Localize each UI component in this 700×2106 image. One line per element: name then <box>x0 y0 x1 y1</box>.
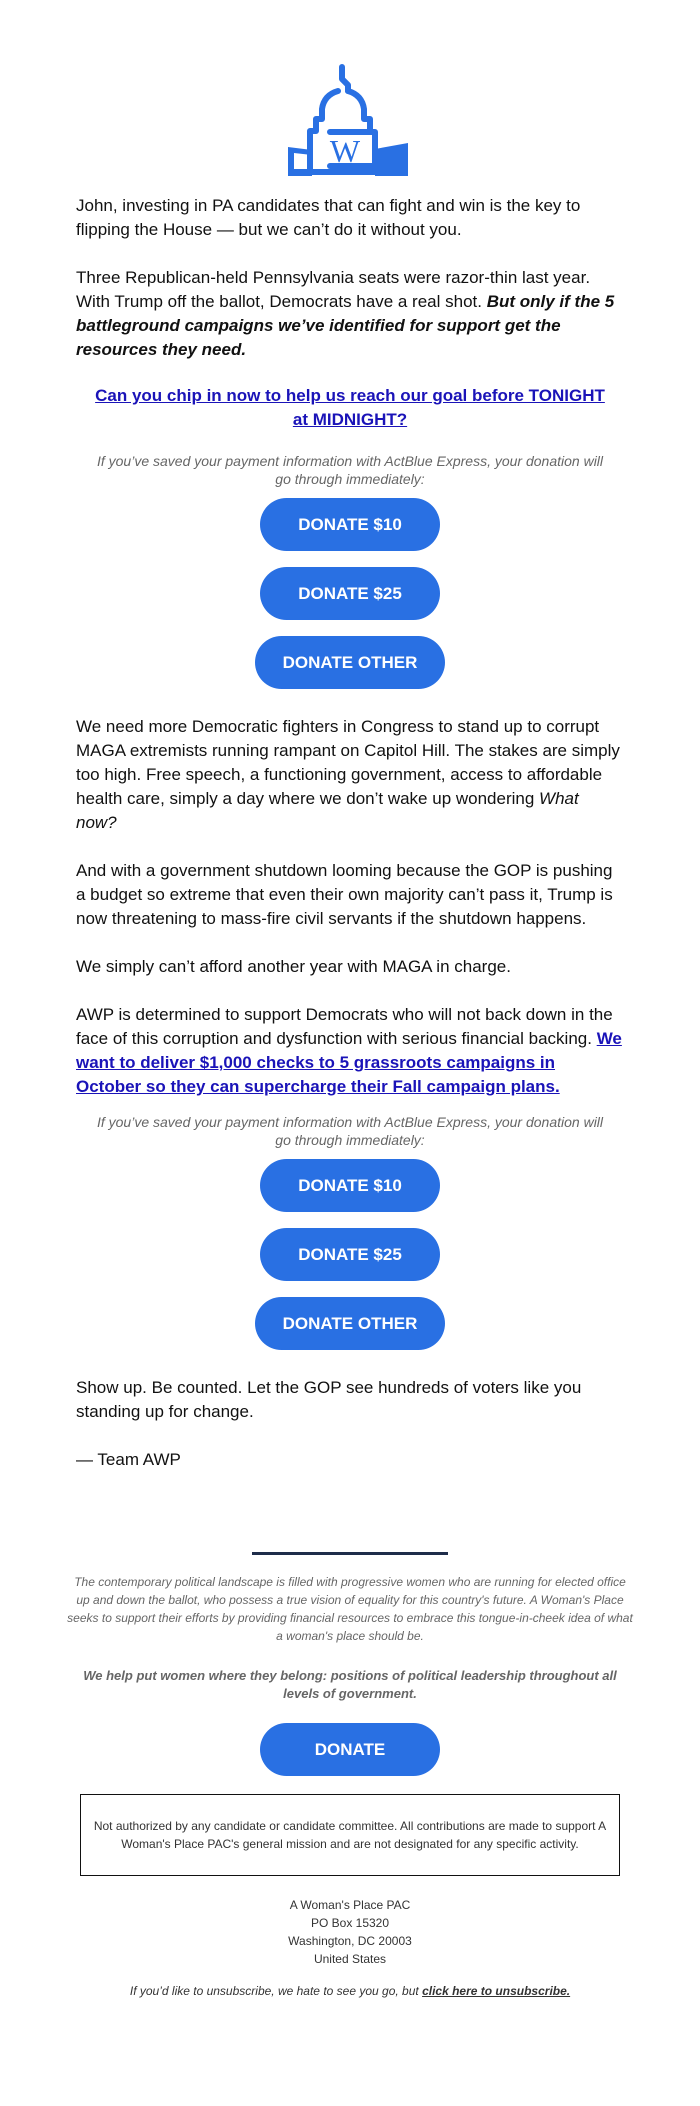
intro-paragraph: John, investing in PA candidates that can fight and win is the key to flipping the House — but we can’t do it without you. <box>76 196 581 239</box>
address-line: PO Box 15320 <box>310 1916 390 1930</box>
emphasis-text: But only if the 5 battleground campaigns we’ve identified for support get the resources they need. <box>76 292 615 359</box>
paragraph-text: Three Republican-held Pennsylvania seats were razor-thin last year. With Trump off the ballot, Democrats have a real shot. <box>76 268 591 311</box>
paragraph: Show up. Be counted. Let the GOP see hundreds of voters like you standing up for change. <box>76 1378 582 1421</box>
donate-25-button[interactable]: DONATE $25 <box>260 567 440 620</box>
paragraph-text: We need more Democratic fighters in Congress to stand up to corrupt MAGA extremists running rampant on Capitol Hill. The stakes are simply too high. Free speech, a functioning government, access to affordable health care, simply a day where we don’t wake up wondering <box>76 717 620 808</box>
italic-text: What now? <box>76 789 579 832</box>
paragraph: We simply can’t afford another year with MAGA in charge. <box>76 957 511 976</box>
express-note: If you’ve saved your payment information with ActBlue Express, your donation will go through immediately: <box>96 453 604 487</box>
disclaimer-box: Not authorized by any candidate or candidate committee. All contributions are made to support A Woman's Place PAC's general mission and are not designated for any specific activity. <box>80 1794 620 1876</box>
signoff: — Team AWP <box>76 1450 181 1469</box>
address <box>76 1896 624 1968</box>
unsubscribe-text <box>76 1984 624 1998</box>
svg-text:W: W <box>329 133 361 169</box>
address-line: A Woman's Place PAC <box>289 1898 411 1912</box>
footer-donate-button[interactable]: DONATE <box>260 1723 440 1776</box>
address-line: United States <box>313 1952 387 1966</box>
paragraph <box>76 715 624 835</box>
donate-other-button[interactable]: DONATE OTHER <box>255 1297 445 1350</box>
donate-buttons <box>76 1159 624 1350</box>
donate-10-button[interactable]: DONATE $10 <box>260 1159 440 1212</box>
unsubscribe-prefix: If you’d like to unsubscribe, we hate to see you go, but <box>129 1984 423 1998</box>
email-body <box>0 30 700 1998</box>
footer-tagline: We help put women where they belong: positions of political leadership throughout all levels of government. <box>83 1668 617 1701</box>
paragraph <box>76 266 624 362</box>
donate-other-button[interactable]: DONATE OTHER <box>255 636 445 689</box>
donate-buttons <box>76 498 624 689</box>
checks-link[interactable]: We want to deliver $1,000 checks to 5 grassroots campaigns in October so they can supercharge their Fall campaign plans. <box>76 1029 622 1096</box>
cta-link[interactable]: Can you chip in now to help us reach our goal before TONIGHT at MIDNIGHT? <box>95 386 605 429</box>
footer-about: The contemporary political landscape is filled with progressive women who are running for elected office up and down the ballot, who possess a true vision of equality for this country's future. A Woman's Place seeks to support their efforts by providing financial resources to embrace this tongue-in-cheek idea of what a woman's place should be. <box>67 1575 633 1643</box>
donate-25-button[interactable]: DONATE $25 <box>260 1228 440 1281</box>
unsubscribe-link[interactable]: click here to unsubscribe. <box>422 1984 571 1998</box>
paragraph <box>76 1003 624 1099</box>
paragraph-text: AWP is determined to support Democrats who will not back down in the face of this corruption and dysfunction with serious financial backing. <box>76 1005 613 1048</box>
express-note: If you’ve saved your payment information with ActBlue Express, your donation will go through immediately: <box>96 1114 604 1148</box>
donate-10-button[interactable]: DONATE $10 <box>260 498 440 551</box>
cta <box>86 384 614 432</box>
capitol-logo-icon <box>275 30 425 180</box>
address-line: Washington, DC 20003 <box>288 1934 412 1948</box>
paragraph: And with a government shutdown looming because the GOP is pushing a budget so extreme that even their own majority can’t pass it, Trump is now threatening to mass-fire civil servants if the shutdown happens. <box>76 861 613 928</box>
divider <box>252 1552 448 1555</box>
